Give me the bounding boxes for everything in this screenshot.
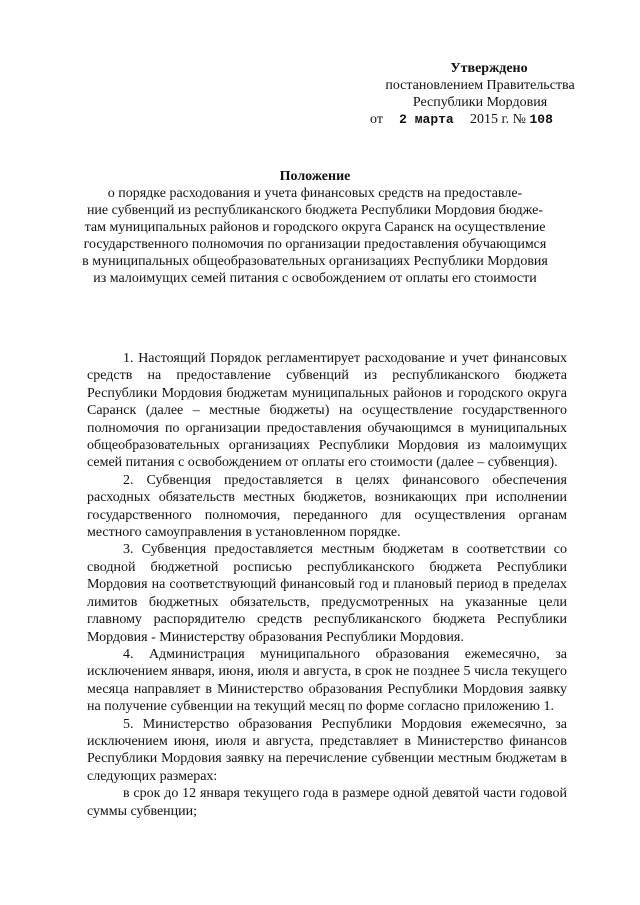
title-line: там муниципальных районов и городского округа Саранск на осуществление (84, 220, 546, 235)
resolution-number: 108 (529, 112, 553, 127)
date-handwritten: 2 марта (399, 112, 454, 127)
date-year: 2015 г. № (469, 112, 526, 127)
approval-line-1: постановлением Правительства (385, 78, 575, 93)
paragraph-5-item-1: в срок до 12 января текущего года в размере одной девятой части годовой суммы субвенции; (87, 786, 567, 819)
title-line: о порядке расходования и учета финансовых средств на предоставле- (107, 186, 523, 201)
title-line: ние субвенций из республиканского бюджета Республики Мордовия бюдже- (86, 203, 544, 218)
paragraph-5: 5. Министерство образования Республики Мордовия ежемесячно, за исключением июня, июля и августа, представляет в Министерство финансов Республики Мордовия заявку на перечисление субвенции местным бюджетам в следующих размерах: (87, 716, 567, 784)
paragraph-1: 1. Настоящий Порядок регламентирует расходование и учет финансовых средств на предоставление субвенций из республиканского бюджета Республики Мордовия бюджетам муниципальных районов и городского округа Саранск (далее – местные бюджеты) на осуществление государственного полномочия по организации предоставления обучающимся в муниципальных общеобразовательных организациях Республики Мордовия из малоимущих семей питания с освобождением от оплаты его стоимости (далее – субвенция). (87, 351, 567, 471)
title-line: из малоимущих семей питания с освобождением от оплаты его стоимости (93, 271, 537, 286)
approval-block (360, 60, 600, 128)
approval-line-2: Республики Мордовия (412, 95, 548, 110)
approval-heading: Утверждено (450, 61, 528, 76)
document-title: Положение (279, 169, 351, 184)
title-line: в муниципальных общеобразовательных организациях Республики Мордовия (82, 254, 548, 269)
document-body (87, 350, 567, 820)
paragraph-4: 4. Администрация муниципального образования ежемесячно, за исключением января, июня, июля и августа, в срок не позднее 5 числа текущего месяца направляет в Министерство образования Республики Мордовия заявку на получение субвенции на текущий месяц по форме согласно приложению 1. (87, 646, 567, 715)
paragraph-2: 2. Субвенция предоставляется в целях финансового обеспечения расходных обязательств местных бюджетов, возникающих при исполнении государственного полномочия, переданного для осуществления органам местного самоуправления в установленном порядке. (87, 472, 567, 541)
title-line: государственного полномочия по организации предоставления обучающимся (83, 237, 547, 252)
approval-date-line (360, 111, 600, 128)
date-prefix: от (370, 112, 383, 127)
paragraph-3: 3. Субвенция предоставляется местным бюджетам в соответствии со сводной бюджетной росписью республиканского бюджета Республики Мордовия на соответствующий финансовый год и плановый период в пределах лимитов бюджетных обязательств, предусмотренных на указанные цели главному распорядителю средств республиканского бюджета Республики Мордовия - Министерству образования Республики Мордовия. (87, 542, 567, 645)
document-title-block (80, 168, 550, 287)
